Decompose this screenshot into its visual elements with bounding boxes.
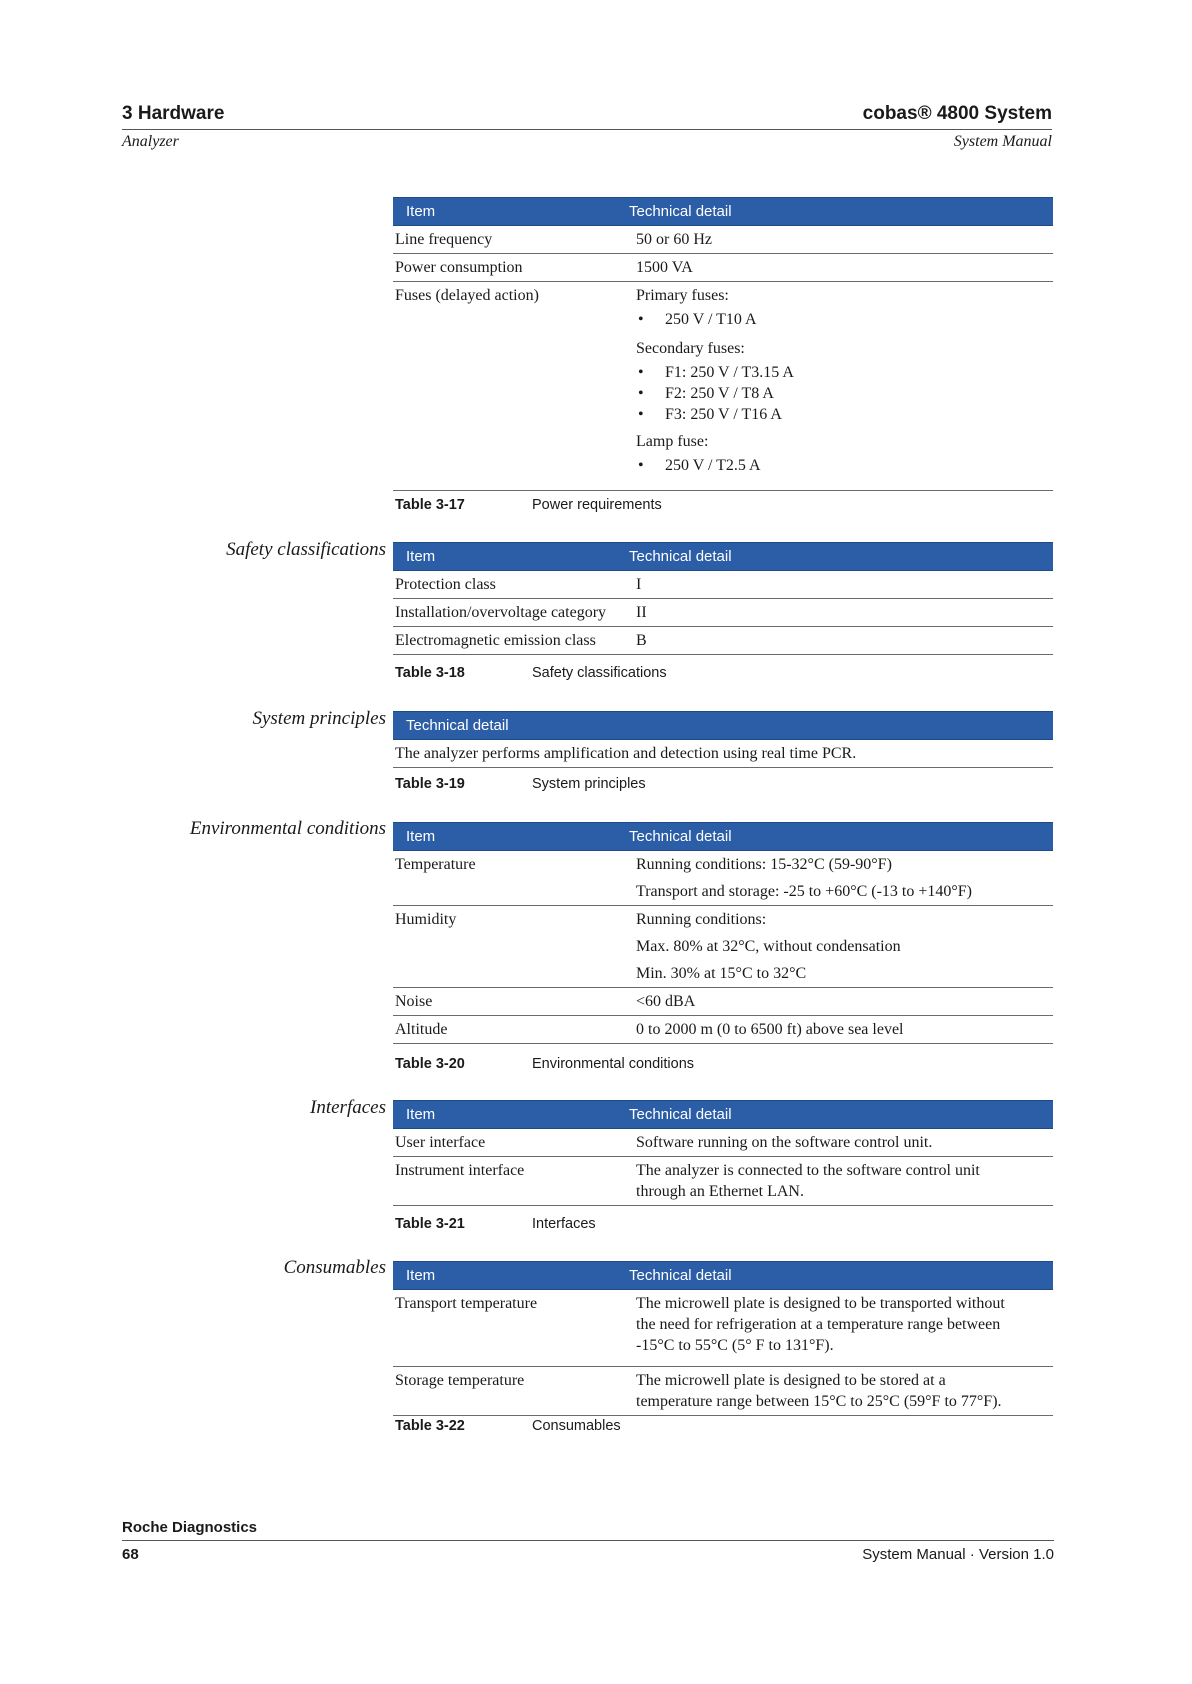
column-header-item: Item [406, 203, 436, 220]
consumables-table [393, 1261, 1053, 1416]
section-title-interfaces: Interfaces [310, 1097, 386, 1118]
row-item: Temperature [395, 856, 476, 873]
row-detail: Running conditions: 15-32°C (59-90°F) [636, 856, 892, 873]
row-item: Storage temperature [395, 1372, 525, 1389]
row-item: Humidity [395, 911, 457, 928]
caption-text: Consumables [532, 1418, 621, 1434]
column-header-detail: Technical detail [629, 548, 732, 565]
table-row [393, 1129, 1053, 1157]
table-caption [395, 776, 646, 792]
row-item: Instrument interface [395, 1162, 525, 1179]
section-title-consumables: Consumables [283, 1257, 386, 1278]
table-row [393, 740, 1053, 768]
caption-text: Power requirements [532, 497, 662, 513]
column-header-item: Item [406, 548, 436, 565]
chapter-title: 3 Hardware [122, 103, 225, 124]
environmental-conditions-table [393, 822, 1053, 1044]
row-detail: I [636, 576, 642, 593]
column-header-detail: Technical detail [629, 203, 732, 220]
header-divider [122, 129, 1052, 130]
table-row [393, 254, 1053, 282]
row-item: Noise [395, 993, 433, 1010]
row-item: Fuses (delayed action) [395, 287, 539, 304]
caption-number: Table 3-17 [395, 497, 465, 513]
footer-divider [122, 1540, 1054, 1541]
row-detail: 1500 VA [636, 259, 693, 276]
row-item: Protection class [395, 576, 496, 593]
column-header-detail: Technical detail [629, 828, 732, 845]
section-title-principles: System principles [252, 708, 386, 729]
section-subtitle: Analyzer [122, 133, 179, 150]
section-title-environment: Environmental conditions [189, 818, 386, 839]
list-item: • 250 V / T2.5 A [638, 457, 761, 474]
caption-number: Table 3-18 [395, 665, 465, 681]
table-header [393, 197, 1053, 226]
table-header [393, 542, 1053, 571]
row-item: Installation/overvoltage category [395, 604, 607, 621]
bullet-icon: • [638, 311, 644, 328]
bullet-icon: • [638, 364, 644, 381]
row-detail: Running conditions: [636, 911, 767, 928]
document-subtitle: System Manual [953, 133, 1052, 150]
row-item: User interface [395, 1134, 486, 1151]
column-header-detail: Technical detail [629, 1106, 732, 1123]
row-detail: B [636, 632, 647, 649]
bullet-icon: • [638, 385, 644, 402]
table-row [393, 906, 1053, 988]
table-header [393, 1261, 1053, 1290]
table-caption [395, 665, 667, 681]
caption-number: Table 3-22 [395, 1418, 465, 1434]
row-item: Line frequency [395, 231, 493, 248]
row-detail: II [636, 604, 647, 621]
table-row [393, 851, 1053, 906]
principles-text: The analyzer performs amplification and detection using real time PCR. [395, 745, 857, 762]
table-row [393, 627, 1053, 655]
row-detail: 0 to 2000 m (0 to 6500 ft) above sea level [636, 1021, 904, 1038]
caption-number: Table 3-19 [395, 776, 465, 792]
caption-text: Interfaces [532, 1216, 596, 1232]
caption-number: Table 3-20 [395, 1056, 465, 1072]
row-detail-line: The analyzer is connected to the software control unit [636, 1162, 980, 1179]
list-item: • 250 V / T10 A [638, 311, 757, 328]
system-principles-table [393, 711, 1053, 768]
table-caption [395, 1418, 621, 1434]
table-row [393, 571, 1053, 599]
caption-text: System principles [532, 776, 646, 792]
table-header [393, 711, 1053, 740]
row-detail: Min. 30% at 15°C to 32°C [636, 965, 807, 982]
table-caption [395, 1216, 596, 1232]
table-row [393, 1367, 1053, 1416]
column-header-detail: Technical detail [629, 1267, 732, 1284]
fuse-details [636, 282, 1053, 490]
table-row [393, 1016, 1053, 1044]
row-detail: <60 dBA [636, 993, 696, 1010]
column-header-item: Item [406, 828, 436, 845]
interfaces-table [393, 1100, 1053, 1206]
table-row [393, 226, 1053, 254]
safety-classifications-table [393, 542, 1053, 655]
row-detail-line: the need for refrigeration at a temperature range between [636, 1316, 1001, 1333]
list-item: • F3: 250 V / T16 A [638, 406, 782, 423]
column-header-item: Item [406, 1267, 436, 1284]
footer-company: Roche Diagnostics [122, 1519, 258, 1536]
list-item: • F2: 250 V / T8 A [638, 385, 774, 402]
row-detail: Max. 80% at 32°C, without condensation [636, 938, 901, 955]
bullet-icon: • [638, 457, 644, 474]
table-row [393, 282, 1053, 491]
row-detail: 50 or 60 Hz [636, 231, 712, 248]
table-caption [395, 1056, 694, 1072]
caption-number: Table 3-21 [395, 1216, 465, 1232]
product-title: cobas® 4800 System [862, 103, 1052, 124]
caption-text: Environmental conditions [532, 1056, 695, 1072]
primary-fuses-label: Primary fuses: [636, 287, 729, 304]
row-detail-line: The microwell plate is designed to be transported without [636, 1295, 1005, 1312]
table-row [393, 988, 1053, 1016]
row-detail-line: The microwell plate is designed to be stored at a [636, 1372, 946, 1389]
caption-text: Safety classifications [532, 665, 667, 681]
power-requirements-table [393, 197, 1053, 491]
row-detail-line: -15°C to 55°C (5° F to 131°F). [636, 1337, 834, 1354]
row-detail-line: temperature range between 15°C to 25°C (59°F to 77°F). [636, 1393, 1002, 1410]
bullet-icon: • [638, 406, 644, 423]
table-row [393, 1290, 1053, 1367]
row-item: Power consumption [395, 259, 523, 276]
footer-version: System Manual · Version 1.0 [862, 1546, 1054, 1563]
table-header [393, 1100, 1053, 1129]
table-caption [395, 497, 662, 513]
row-item: Transport temperature [395, 1295, 538, 1312]
secondary-fuses-label: Secondary fuses: [636, 340, 745, 357]
table-row [393, 599, 1053, 627]
list-item: • F1: 250 V / T3.15 A [638, 364, 794, 381]
row-item: Altitude [395, 1021, 448, 1038]
row-item: Electromagnetic emission class [395, 632, 596, 649]
column-header-detail: Technical detail [406, 717, 509, 734]
row-detail: Transport and storage: -25 to +60°C (-13 to +140°F) [636, 883, 973, 900]
row-detail: Software running on the software control unit. [636, 1134, 933, 1151]
table-row [393, 1157, 1053, 1206]
page-number: 68 [122, 1546, 139, 1563]
section-title-safety: Safety classifications [226, 539, 386, 560]
table-header [393, 822, 1053, 851]
row-detail-line: through an Ethernet LAN. [636, 1183, 804, 1200]
column-header-item: Item [406, 1106, 436, 1123]
lamp-fuse-label: Lamp fuse: [636, 433, 709, 450]
